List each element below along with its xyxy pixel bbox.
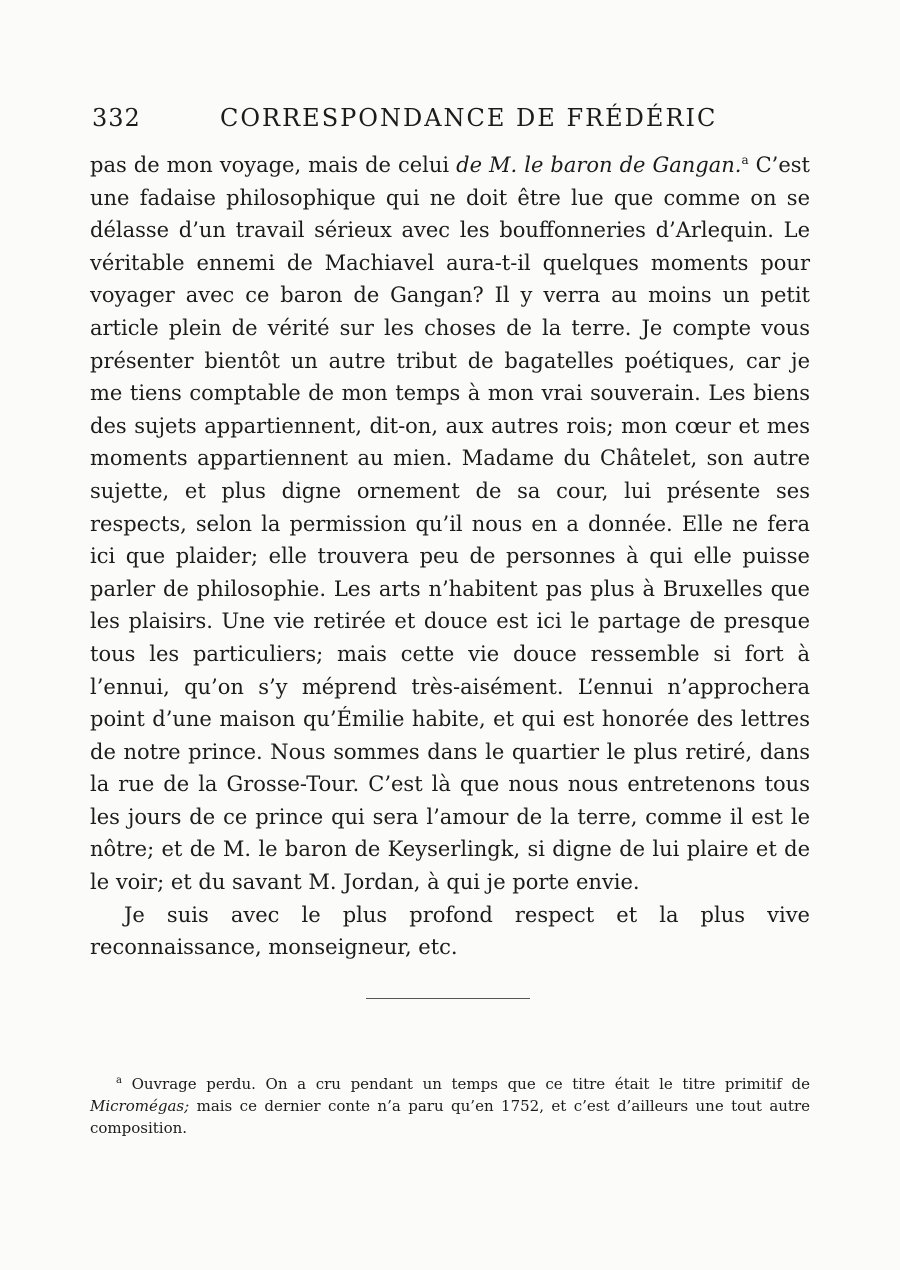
footnote [90, 1073, 810, 1139]
page-header [92, 104, 810, 140]
footnote-mark: a [116, 1075, 122, 1086]
paragraph-text: pas de mon voyage, mais de celui [90, 153, 457, 177]
footnote-divider [366, 998, 530, 999]
paragraph-text: C’est une fadaise philosophique qui ne doit être lue que comme on se délasse d’un travail sérieux avec les bouffonneries d’Arlequin. Le véritable ennemi de Machiavel aura-t-il quelques moments pour voyager avec ce baron de Gangan? Il y verra au moins un petit article plein de vérité sur les choses de la terre. Je compte vous présenter bientôt un autre tribut de bagatelles poétiques, car je me tiens comptable de mon temps à mon vrai souverain. Les biens des sujets appartiennent, dit-on, aux autres rois; mon cœur et mes moments appartiennent au mien. Madame du Châtelet, son autre sujette, et plus digne ornement de sa cour, lui présente ses respects, selon la permission qu’il nous en a donnée. Elle ne fera ici que plaider; elle trouvera peu de personnes à qui elle puisse parler de philosophie. Les arts n’habitent pas plus à Bruxelles que les plaisirs. Une vie retirée et douce est ici le partage de presque tous les particuliers; mais cette vie douce ressemble si fort à l’ennui, qu’on s’y méprend très-aisément. L’ennui n’approchera point d’une maison qu’Émilie habite, et qui est honorée des lettres de notre prince. Nous sommes dans le quartier le plus retiré, dans la rue de la Grosse-Tour. C’est là que nous nous entretenons tous les jours de ce prince qui sera l’amour de la terre, comme il est le nôtre; et de M. le baron de Keyserlingk, si digne de lui plaire et de le voir; et du savant M. Jordan, à qui je porte envie. [90, 153, 810, 895]
footnote-italic-title: Micromégas; [90, 1097, 190, 1115]
body-text [90, 149, 810, 964]
paragraph-closing: Je suis avec le plus profond respect et la plus vive reconnaissance, monseigneur, etc. [90, 902, 810, 960]
footnote-text: mais ce dernier conte n’a paru qu’en 1752, et c’est d’ailleurs une tout autre composition. [90, 1097, 810, 1137]
italic-title: de M. le baron de Gangan. [456, 153, 742, 177]
footnote-text: Ouvrage perdu. On a cru pendant un temps que ce titre était le titre primitif de [121, 1075, 810, 1093]
footnote-reference: a [741, 153, 749, 167]
running-title: CORRESPONDANCE DE FRÉDÉRIC [220, 104, 718, 132]
page-number: 332 [92, 104, 141, 132]
paragraph-letter [90, 149, 810, 899]
